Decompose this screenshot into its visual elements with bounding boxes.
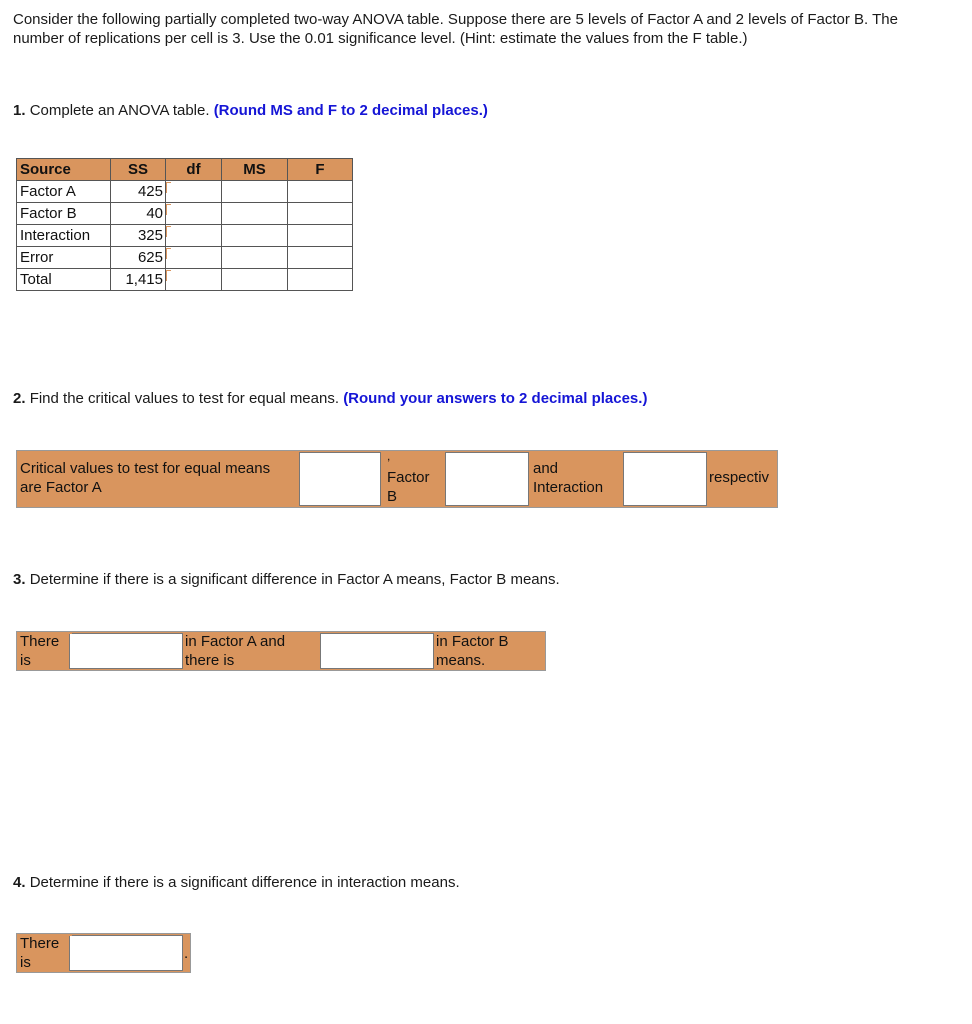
header-df: df bbox=[166, 159, 222, 181]
critical-label-factor-a: Critical values to test for equal means are Factor A bbox=[20, 460, 271, 496]
df-input-interaction[interactable] bbox=[166, 225, 222, 247]
df-field[interactable] bbox=[166, 181, 225, 202]
critical-interaction-input[interactable] bbox=[623, 452, 707, 506]
f-field[interactable] bbox=[288, 225, 356, 246]
question-4 bbox=[13, 874, 460, 891]
df-input-total[interactable] bbox=[166, 269, 222, 291]
ms-field[interactable] bbox=[222, 247, 291, 268]
respectively-label: respectiv bbox=[709, 469, 770, 486]
flag-marker bbox=[166, 204, 171, 215]
ms-cell-total bbox=[222, 269, 288, 291]
f-cell-total bbox=[288, 269, 353, 291]
ms-field[interactable] bbox=[222, 225, 291, 246]
ms-field[interactable] bbox=[222, 203, 291, 224]
flag-marker bbox=[381, 452, 386, 463]
df-field[interactable] bbox=[166, 203, 225, 224]
question-1-text: Complete an ANOVA table. bbox=[29, 102, 210, 119]
interaction-strip bbox=[16, 933, 191, 973]
question-3-number: 3. bbox=[13, 571, 26, 588]
question-1 bbox=[13, 102, 488, 119]
period-label: . bbox=[184, 945, 189, 962]
row-ss bbox=[111, 203, 166, 225]
header-ss: SS bbox=[111, 159, 166, 181]
critical-label-factor-b: Factor B bbox=[387, 469, 430, 505]
question-4-number: 4. bbox=[13, 874, 26, 891]
ss-value: 40 bbox=[146, 205, 163, 222]
table-row bbox=[17, 269, 353, 291]
problem-statement: Consider the following partially completed two-way ANOVA table. Suppose there are 5 levels of Factor A and 2 levels of Factor B. The number of replications per cell is 3. Use the 0.01 significance level. (Hint: estimate the values from the F table.) bbox=[13, 11, 898, 47]
factor-a-significance-input[interactable] bbox=[69, 633, 183, 669]
question-2-number: 2. bbox=[13, 390, 26, 407]
row-ss bbox=[111, 269, 166, 291]
flag-marker bbox=[166, 248, 171, 259]
question-2 bbox=[13, 390, 647, 407]
interaction-significance-input[interactable] bbox=[69, 935, 183, 971]
df-field[interactable] bbox=[166, 225, 225, 246]
df-input-factor-b[interactable] bbox=[166, 203, 222, 225]
in-factor-b-label: in Factor B means. bbox=[436, 633, 509, 669]
question-1-hint: (Round MS and F to 2 decimal places.) bbox=[213, 102, 488, 119]
table-row bbox=[17, 247, 353, 269]
f-input-factor-b[interactable] bbox=[288, 203, 353, 225]
row-source: Error bbox=[17, 247, 111, 269]
ss-value: 325 bbox=[137, 227, 163, 244]
there-is-label: There is bbox=[20, 633, 60, 669]
critical-values-strip bbox=[16, 450, 778, 508]
row-source: Interaction bbox=[17, 225, 111, 247]
question-2-hint: (Round your answers to 2 decimal places.) bbox=[343, 390, 648, 407]
df-input-error[interactable] bbox=[166, 247, 222, 269]
df-input-factor-a[interactable] bbox=[166, 181, 222, 203]
question-2-text: Find the critical values to test for equal means. bbox=[29, 390, 340, 407]
table-row bbox=[17, 181, 353, 203]
ms-input-factor-a[interactable] bbox=[222, 181, 288, 203]
critical-label-interaction: and Interaction bbox=[533, 460, 604, 496]
ss-value: 1,415 bbox=[125, 271, 163, 288]
row-source: Factor A bbox=[17, 181, 111, 203]
flag-marker bbox=[166, 182, 171, 193]
there-is-label: There is bbox=[20, 935, 60, 971]
row-ss bbox=[111, 225, 166, 247]
ms-input-factor-b[interactable] bbox=[222, 203, 288, 225]
table-row bbox=[17, 203, 353, 225]
flag-marker bbox=[166, 270, 171, 281]
header-ms: MS bbox=[222, 159, 288, 181]
row-ss bbox=[111, 181, 166, 203]
flag-marker bbox=[707, 452, 712, 463]
row-source: Factor B bbox=[17, 203, 111, 225]
anova-table bbox=[16, 158, 353, 291]
header-f: F bbox=[288, 159, 353, 181]
flag-marker bbox=[67, 935, 72, 946]
f-field[interactable] bbox=[288, 181, 356, 202]
factor-b-significance-input[interactable] bbox=[320, 633, 434, 669]
significance-strip bbox=[16, 631, 546, 671]
question-1-number: 1. bbox=[13, 102, 26, 119]
question-4-text: Determine if there is a significant difference in interaction means. bbox=[29, 874, 460, 891]
question-3 bbox=[13, 571, 560, 588]
anova-header-row bbox=[17, 159, 353, 181]
ss-value: 625 bbox=[137, 249, 163, 266]
question-3-text: Determine if there is a significant difference in Factor A means, Factor B means. bbox=[29, 571, 560, 588]
row-ss bbox=[111, 247, 166, 269]
critical-factor-b-input[interactable] bbox=[445, 452, 529, 506]
flag-marker bbox=[166, 226, 171, 237]
row-source: Total bbox=[17, 269, 111, 291]
f-input-factor-a[interactable] bbox=[288, 181, 353, 203]
f-cell-error bbox=[288, 247, 353, 269]
df-field[interactable] bbox=[166, 269, 225, 290]
ms-input-interaction[interactable] bbox=[222, 225, 288, 247]
ss-value: 425 bbox=[137, 183, 163, 200]
header-source: Source bbox=[17, 159, 111, 181]
ms-field[interactable] bbox=[222, 181, 291, 202]
f-field[interactable] bbox=[288, 203, 356, 224]
f-input-interaction[interactable] bbox=[288, 225, 353, 247]
flag-marker bbox=[67, 633, 72, 644]
comma-label: , bbox=[387, 449, 391, 463]
ms-input-error[interactable] bbox=[222, 247, 288, 269]
df-field[interactable] bbox=[166, 247, 225, 268]
in-factor-a-label: in Factor A and there is bbox=[185, 633, 286, 669]
critical-factor-a-input[interactable] bbox=[299, 452, 381, 506]
table-row bbox=[17, 225, 353, 247]
